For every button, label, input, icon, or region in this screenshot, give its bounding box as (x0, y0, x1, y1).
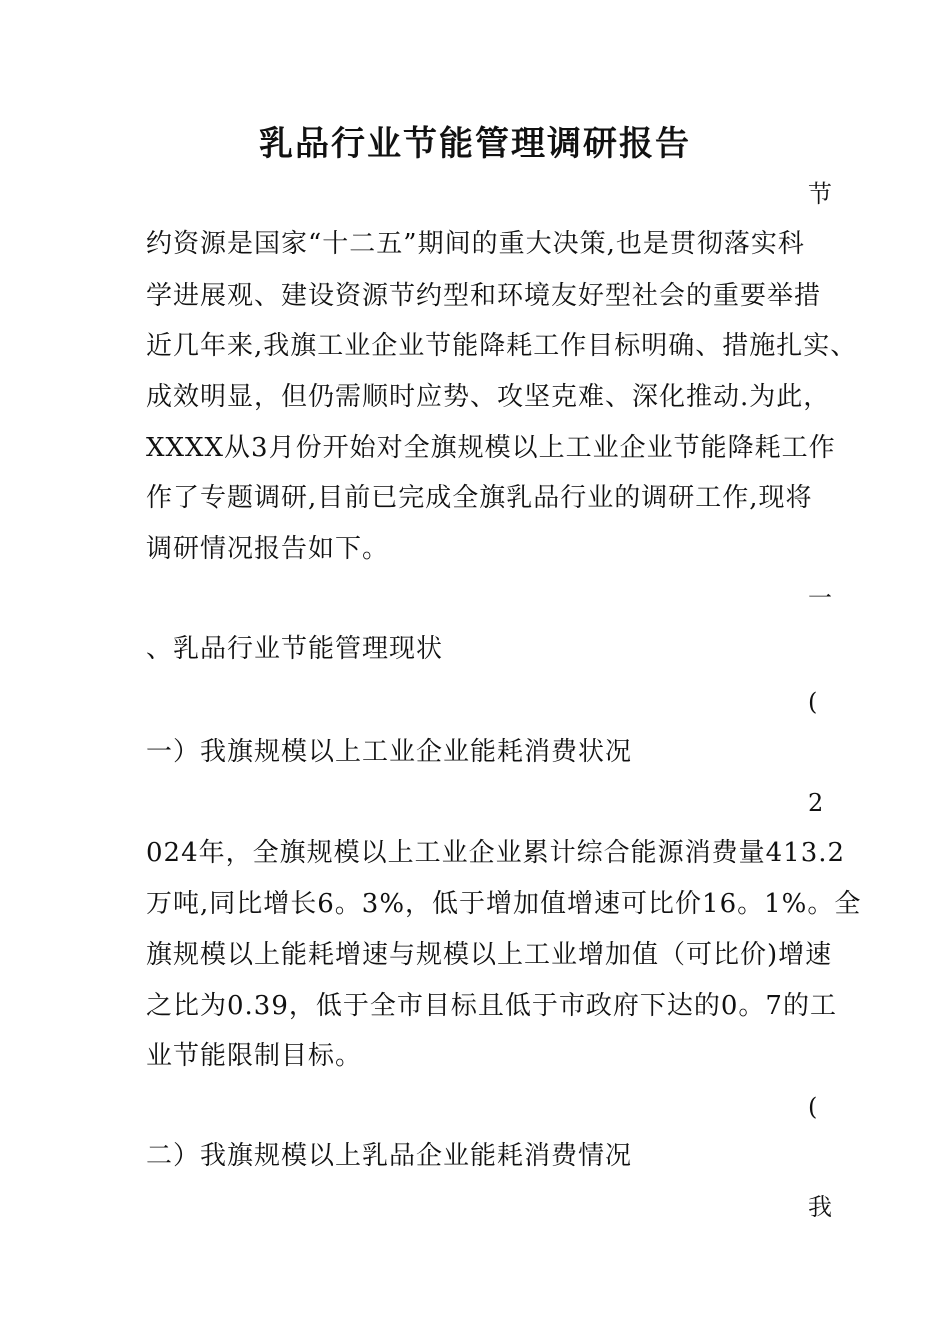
paragraph-line: 调研情况报告如下。 (146, 534, 390, 564)
paragraph-line: 业节能限制目标。 (146, 1041, 363, 1071)
paragraph-line: 万吨,同比增长6。3%，低于增加值增速可比价16。1%。全 (146, 889, 862, 919)
paragraph-line: 旗规模以上能耗增速与规模以上工业增加值（可比价)增速 (146, 940, 833, 970)
paragraph-line: XXXX从3月份开始对全旗规模以上工业企业节能降耗工作 (146, 433, 836, 463)
heading-lead-char: 一 (808, 584, 832, 612)
paragraph-line: 024年，全旗规模以上工业企业累计综合能源消费量413.2 (146, 838, 846, 868)
paragraph-line: 成效明显，但仍需顺时应势、攻坚克难、深化推动.为此， (146, 382, 831, 412)
subsection-heading: 二）我旗规模以上乳品企业能耗消费情况 (146, 1141, 633, 1171)
paragraph-lead-char: 我 (808, 1193, 832, 1221)
paragraph-line: 作了专题调研,目前已完成全旗乳品行业的调研工作,现将 (146, 483, 813, 513)
paragraph-line: 近几年来,我旗工业企业节能降耗工作目标明确、措施扎实、 (146, 331, 858, 361)
paragraph-line: 之比为0.39，低于全市目标且低于市政府下达的0。7的工 (146, 991, 837, 1021)
paragraph-lead-char: 2 (808, 789, 824, 817)
subheading-lead-char: ( (808, 1093, 818, 1121)
section-heading: 、乳品行业节能管理现状 (146, 634, 444, 664)
subheading-lead-char: ( (808, 688, 818, 716)
subsection-heading: 一）我旗规模以上工业企业能耗消费状况 (146, 737, 633, 767)
paragraph-line: 学进展观、建设资源节约型和环境友好型社会的重要举措 (146, 281, 822, 311)
document-title: 乳品行业节能管理调研报告 (259, 124, 691, 164)
paragraph-line: 约资源是国家“十二五”期间的重大决策,也是贯彻落实科 (146, 229, 805, 259)
paragraph-lead-char: 节 (808, 180, 832, 208)
